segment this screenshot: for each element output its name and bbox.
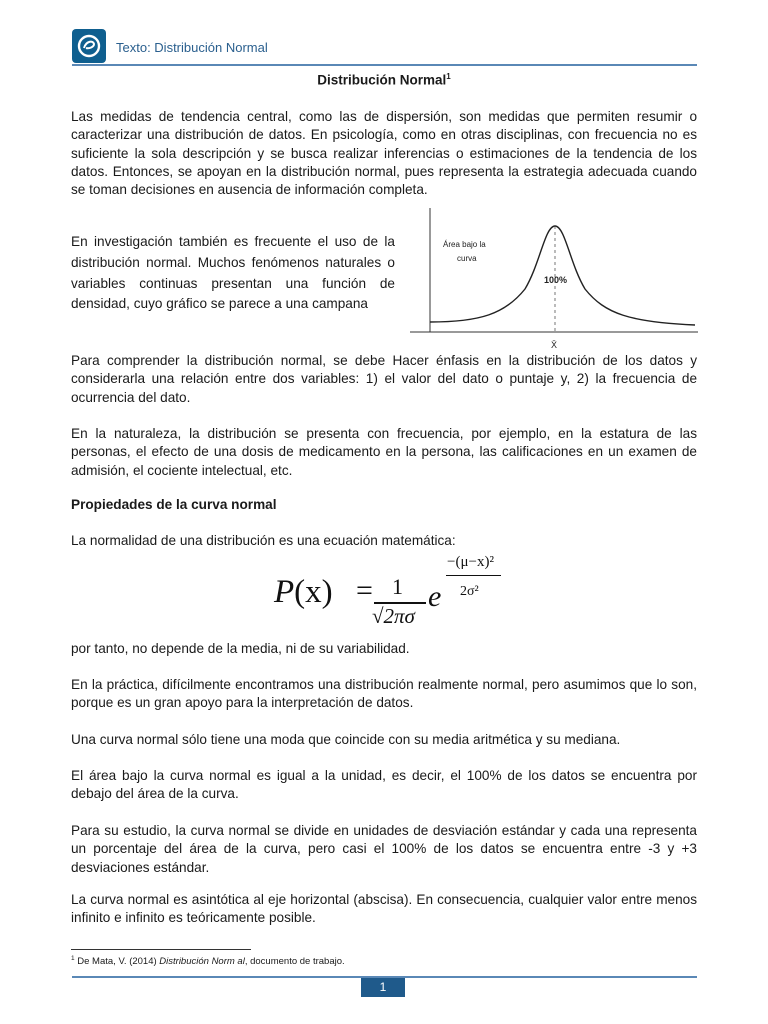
formula-arg: (x) — [294, 574, 333, 610]
footnote-mark: 1 — [71, 955, 75, 962]
formula-base: e — [428, 580, 442, 613]
formula-p: P — [274, 574, 295, 610]
page-number: 1 — [361, 978, 405, 997]
footnote-author: De Mata, V. (2014) — [74, 956, 160, 968]
formula-numerator: 1 — [392, 574, 403, 599]
document-logo-icon — [72, 29, 106, 63]
normal-curve-figure — [410, 204, 700, 354]
document-title-text: Distribución Normal — [317, 72, 447, 88]
formula-equals: = — [356, 574, 373, 607]
document-title — [0, 72, 768, 88]
paragraph-independence: por tanto, no depende de la media, ni de su variabilidad. — [71, 641, 410, 656]
area-label-1: Área bajo la — [443, 240, 486, 249]
title-footnote-mark: 1 — [446, 72, 451, 81]
paragraph-study: Para su estudio, la curva normal se divide en unidades de desviación estándar y cada una representa un porcentaje del área de la curva, pero casi el 100% de los datos se encuentra entre -3 y +3 desviaciones estándar. — [71, 823, 697, 875]
formula-denominator — [372, 604, 415, 629]
paragraph-nature: En la naturaleza, la distribución se presenta con frecuencia, por ejemplo, en la estatura de las personas, el efecto de una dosis de medicamento en la persona, las calificaciones en un examen de admisión, el cociente intelectual, etc. — [71, 426, 697, 478]
paragraph-asymptotic: La curva normal es asintótica al eje horizontal (abscisa). En consecuencia, cualquier valor entre menos infinito e infinito es teóricamente posible. — [71, 892, 697, 926]
formula-radicand: 2πσ — [383, 604, 415, 628]
formula-lhs — [274, 574, 333, 611]
footnote-divider — [71, 949, 251, 950]
paragraph-practice: En la práctica, difícilmente encontramos una distribución realmente normal, pero asumimos que lo son, porque es un gran apoyo para la interpretación de datos. — [71, 677, 697, 711]
footnote — [71, 955, 345, 967]
paragraph-area: El área bajo la curva normal es igual a la unidad, es decir, el 100% de los datos se encuentra por debajo del área de la curva. — [71, 768, 697, 802]
footnote-suffix: , documento de trabajo. — [244, 956, 345, 968]
paragraph-intro: Las medidas de tendencia central, como las de dispersión, son medidas que permiten resumir o caracterizar una distribución de datos. En psicología, como en otras disciplinas, con frecuencia no es suficiente la sola descripción y se busca realizar inferencias o estimaciones de la tendencia de los datos. Entonces, se apoyan en la distribución normal, pues representa la estrategia adecuada cuando se toman decisiones en ausencia de información completa. — [71, 109, 697, 198]
paragraph-understanding: Para comprender la distribución normal, se debe Hacer énfasis en la distribución de los datos y considerarla una relación entre dos variables: 1) el valor del dato o puntaje y, 2) la frecuencia de ocurrencia del dato. — [71, 353, 697, 405]
footnote-work-title: Distribución Norm al — [159, 956, 245, 968]
formula-exponent-bar — [446, 575, 501, 576]
normal-distribution-formula — [274, 556, 514, 638]
section-heading: Propiedades de la curva normal — [71, 497, 277, 512]
percent-label: 100% — [544, 275, 568, 285]
area-label-2: curva — [457, 254, 477, 263]
paragraph-investigation: En investigación también es frecuente el uso de la distribución normal. Muchos fenómenos naturales o variables continuas presentan una función de densidad, cuyo gráfico se parece a una campana — [71, 234, 395, 312]
mean-label: X̄ — [551, 340, 558, 350]
formula-exponent-numerator: −(μ−x)² — [447, 554, 494, 570]
header-title: Texto: Distribución Normal — [116, 40, 268, 55]
formula-radical: √ — [372, 604, 384, 628]
header-divider — [72, 64, 697, 66]
paragraph-mode: Una curva normal sólo tiene una moda que coincide con su media aritmética y su mediana. — [71, 732, 621, 747]
paragraph-equation-intro: La normalidad de una distribución es una ecuación matemática: — [71, 533, 456, 548]
formula-exponent-denominator: 2σ² — [460, 584, 479, 599]
